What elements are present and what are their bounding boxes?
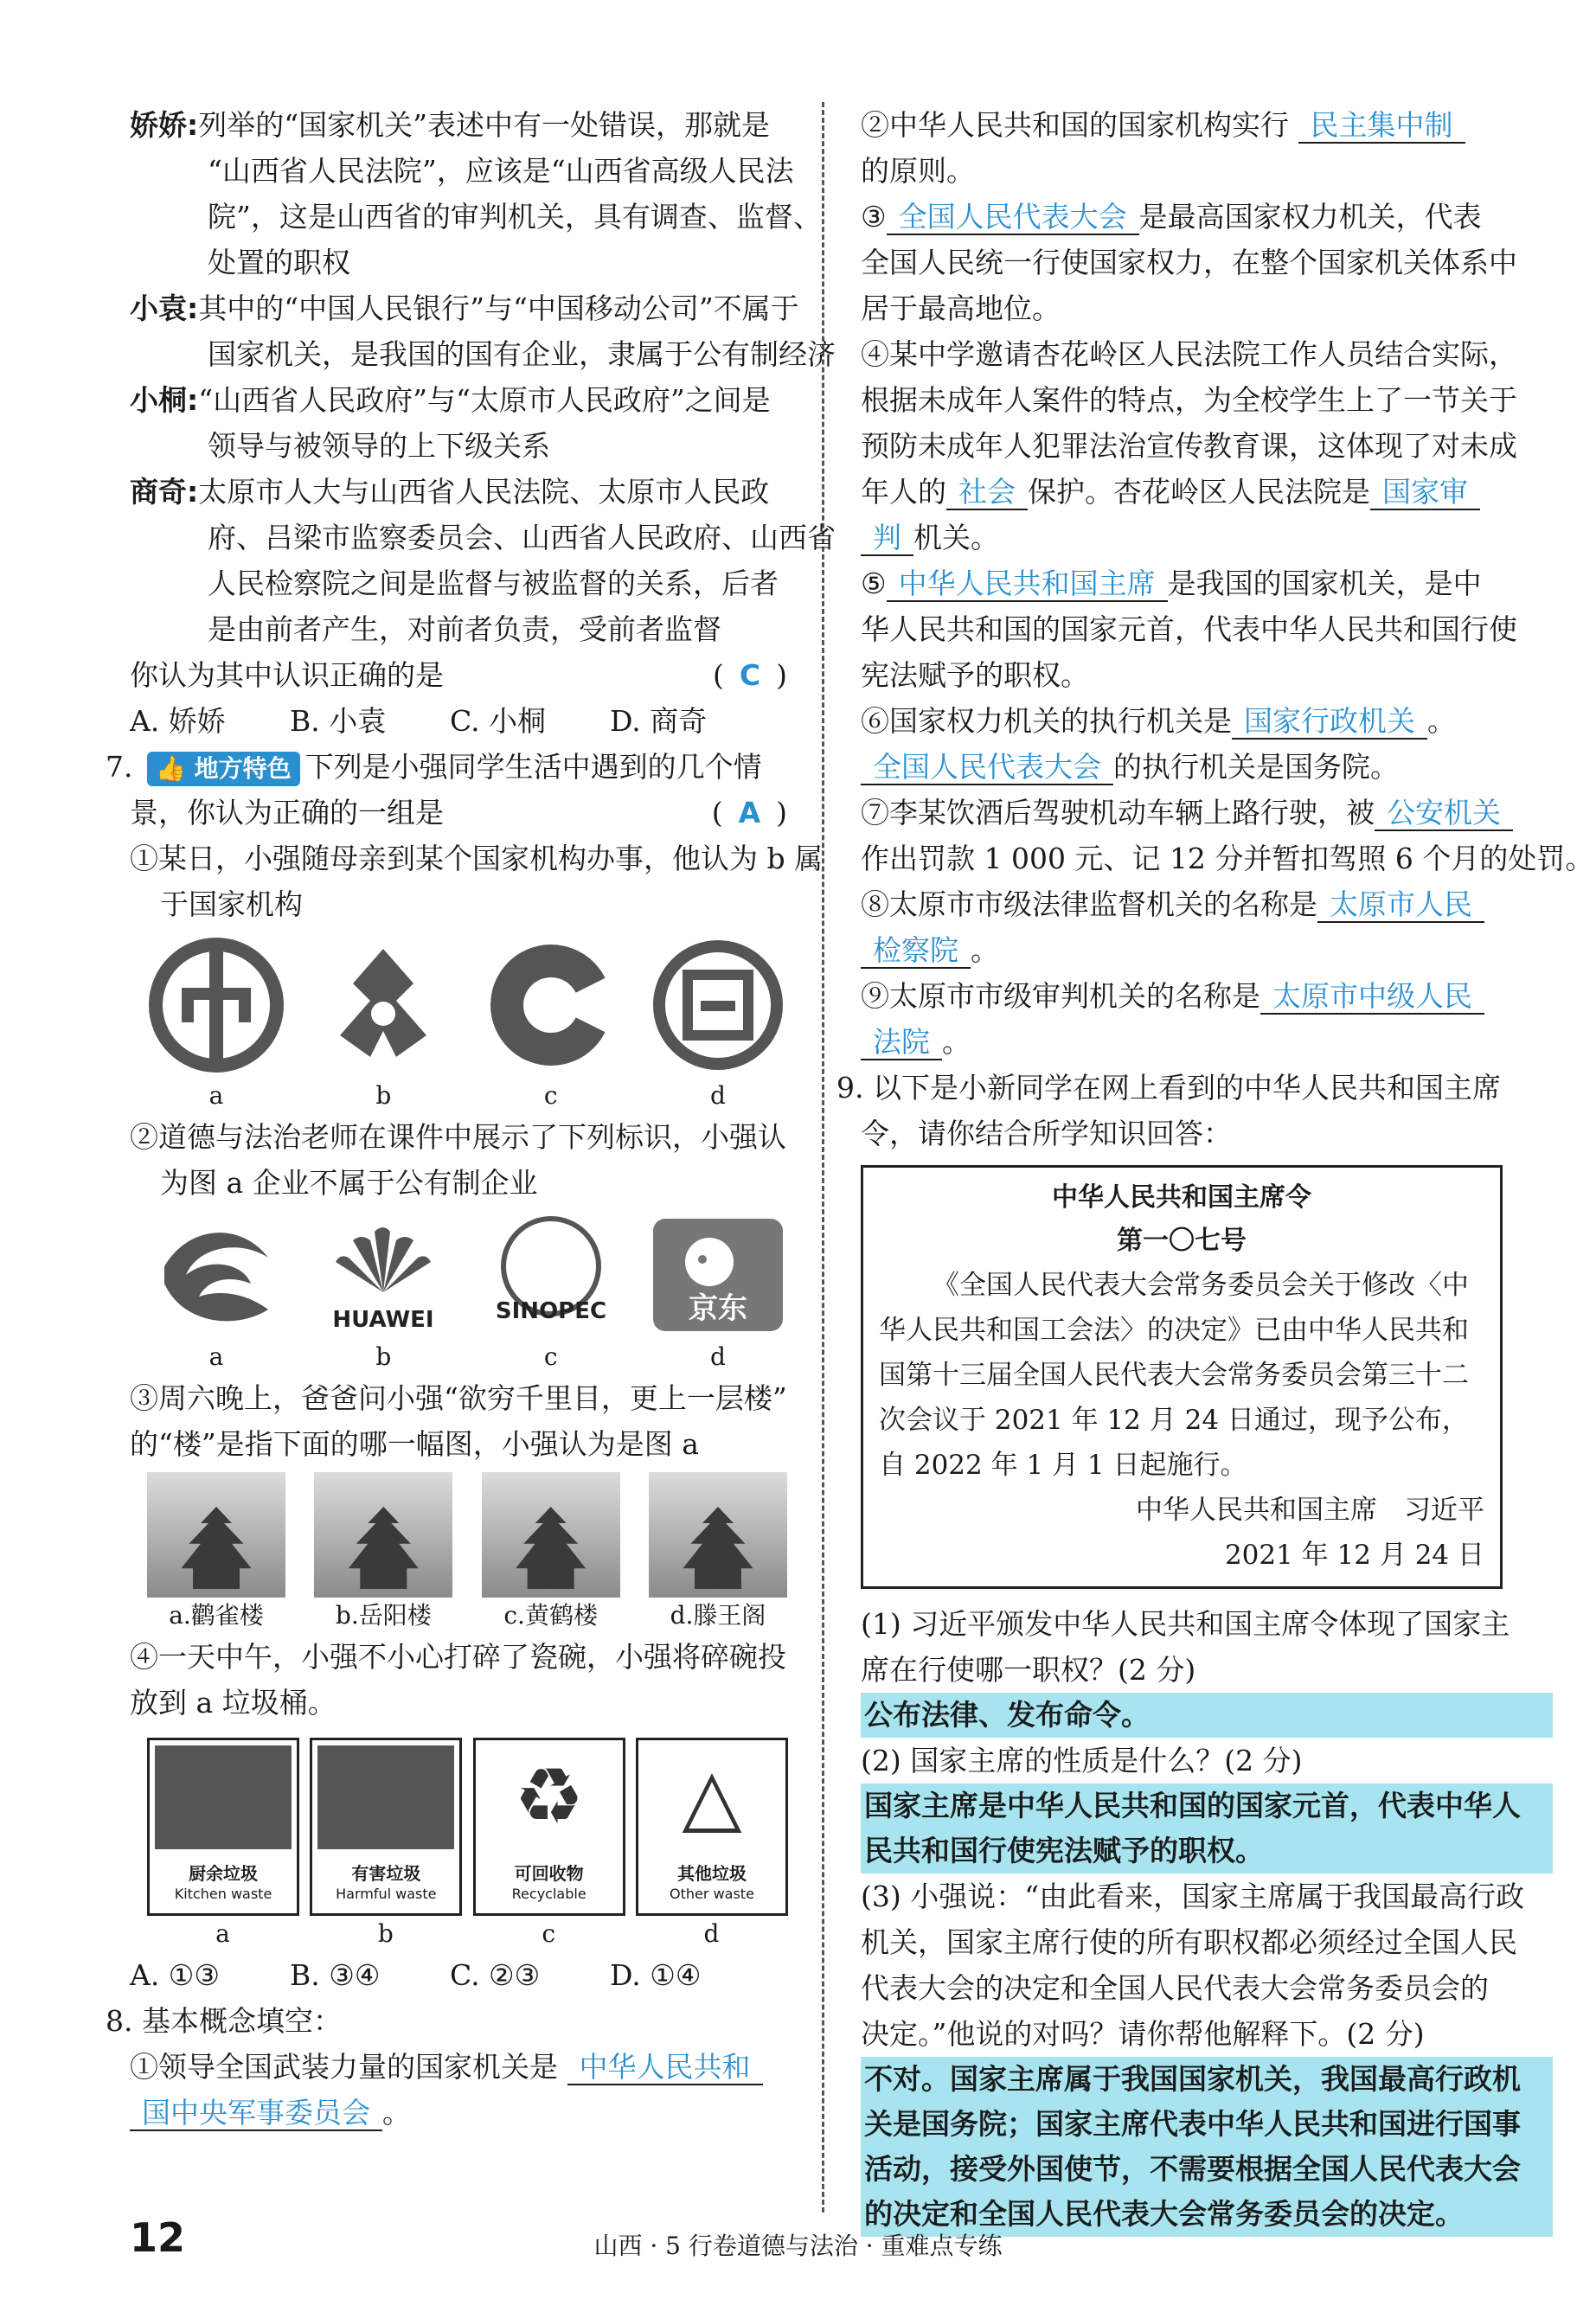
- fill-text: 的原则。: [861, 154, 975, 188]
- tower-photos: [130, 1467, 804, 1634]
- answer-highlight: 关是国务院；国家主席代表中华人民共和国进行国事: [861, 2102, 1553, 2147]
- q7-stem-2: [130, 790, 804, 836]
- fill-text: 根据未成年人案件的特点，为全校学生上了一节关于: [861, 383, 1517, 417]
- fill-answer: 社会: [946, 475, 1028, 510]
- scenario-text: ④一天中午，小强不小心打碎了瓷碗，小强将碎碗投: [130, 1640, 786, 1674]
- company-logo-b: [314, 1214, 452, 1375]
- speaker-text: 院”，这是山西省的审判机关，具有调查、监督、: [208, 200, 822, 234]
- fill-answer: 民主集中制: [1298, 108, 1465, 144]
- fill-answer: 国家行政机关: [1232, 704, 1427, 740]
- q8-item-5: [861, 560, 1527, 606]
- option: A. 娇娇: [130, 704, 226, 738]
- caption: a: [208, 1342, 224, 1371]
- fill-answer: 太原市人民: [1317, 887, 1484, 923]
- question-number: 7.: [106, 750, 133, 784]
- fill-text: ⑦李某饮酒后驾驶机动车辆上路行驶，被: [861, 796, 1375, 829]
- tower-photo-a: [147, 1472, 285, 1634]
- speaker-shangqi: [130, 469, 804, 515]
- speaker-text: 人民检察院之间是监督与被监督的关系，后者: [208, 567, 779, 600]
- period: 。: [1427, 704, 1456, 738]
- question-text: 下列是小强同学生活中遇到的几个情: [304, 750, 762, 784]
- fill-text: ①领导全国武装力量的国家机关是: [130, 2050, 558, 2084]
- speaker-jiaojiao: [130, 102, 804, 148]
- caption: c: [543, 1081, 558, 1110]
- answer-highlight: 公布法律、发布命令。: [861, 1693, 1553, 1738]
- other-waste-icon: △ 其他垃圾 Other waste: [636, 1738, 788, 1916]
- scenario-text: 为图 a 企业不属于公有制企业: [160, 1166, 538, 1200]
- bin-label-cn: 厨余垃圾: [189, 1863, 258, 1884]
- caption: c: [542, 1919, 555, 1948]
- fill-answer: 太原市中级人民: [1260, 979, 1484, 1015]
- q8-item-8: [861, 881, 1527, 927]
- abc-bank-icon: [147, 936, 285, 1074]
- bank-logo-c: [482, 936, 620, 1114]
- order-title: 中华人民共和国主席令: [1052, 1182, 1311, 1213]
- option: B. 小袁: [290, 704, 387, 738]
- answer-highlight: 活动，接受外国使节，不需要根据全国人民代表大会: [861, 2147, 1553, 2192]
- order-body: 《全国人民代表大会常务委员会关于修改〈中华人民共和国工会法〉的决定》已由中华人民共和国第十三届全国人民代表大会常务委员会第三十二次会议于 2021 年 12 月 24 日通过，现予公布，自 2022 年 1 月 1 日起施行。: [879, 1270, 1469, 1481]
- caption: b: [375, 1342, 392, 1371]
- speaker-xiaotong: [130, 377, 804, 423]
- bin-d: [636, 1738, 787, 1952]
- fill-text: ⑧太原市市级法律监督机关的名称是: [861, 887, 1317, 921]
- answer-paren: ( A ): [711, 796, 787, 829]
- footer-text: 山西 · 5 行卷道德与法治 · 重难点专练: [593, 2232, 1003, 2260]
- logo-text: HUAWEI: [332, 1307, 434, 1333]
- china-mobile-icon: [147, 1214, 285, 1335]
- tower-photo-c: [482, 1472, 620, 1634]
- q6-question: [130, 652, 804, 698]
- kitchen-waste-icon: [147, 1738, 299, 1916]
- speaker-text: “山西省人民法院”，应该是“山西省高级人民法: [208, 154, 794, 188]
- fill-answer: 国中央军事委员会: [130, 2096, 382, 2131]
- q7-options: [130, 1952, 804, 1998]
- badge-text: 地方特色: [194, 754, 292, 783]
- company-logos: [130, 1206, 804, 1375]
- tower-image: [482, 1472, 620, 1598]
- jd-icon: [649, 1214, 787, 1335]
- fill-text: ②中华人民共和国的国家机构实行: [861, 108, 1289, 142]
- option: C. ②③: [450, 1958, 541, 1992]
- option: D. 商奇: [610, 704, 708, 738]
- q8-item-3: [861, 194, 1527, 240]
- q8-item-6-cont: [861, 744, 1527, 790]
- local-feature-badge: 👍 地方特色: [147, 752, 300, 786]
- bin-a: [147, 1738, 298, 1952]
- fill-answer: 国家审: [1370, 475, 1480, 510]
- fill-answer: 中华人民共和: [567, 2050, 763, 2085]
- fill-text: 是最高国家权力机关，代表: [1138, 200, 1482, 234]
- q9-stem: 令，请你结合所学知识回答：: [861, 1117, 1232, 1150]
- logo-text: SINOPEC: [495, 1298, 606, 1324]
- caption: c.黄鹤楼: [503, 1601, 598, 1630]
- tower-image: [649, 1472, 787, 1598]
- q8-item-2: [861, 102, 1527, 148]
- q7-stem: [106, 744, 804, 790]
- fill-answer: 法院: [861, 1025, 942, 1060]
- caption: b.岳阳楼: [335, 1601, 432, 1630]
- company-logo-a: [147, 1214, 285, 1375]
- answer-highlight: 民共和国行使宪法赋予的职权。: [861, 1828, 1553, 1873]
- q8-title: 8. 基本概念填空：: [106, 2004, 342, 2038]
- option: A. ①③: [130, 1958, 220, 1992]
- sub-question: (1) 习近平颁发中华人民共和国主席令体现了国家主: [861, 1607, 1510, 1641]
- speaker-text: 列举的“国家机关”表述中有一处错误，那就是: [198, 108, 770, 142]
- speaker-name: 小袁:: [130, 291, 199, 325]
- scenario-text: 于国家机构: [160, 887, 303, 921]
- order-signature: 中华人民共和国主席 习近平: [1136, 1495, 1484, 1526]
- speaker-name: 小桐:: [130, 383, 199, 417]
- speaker-text: 其中的“中国人民银行”与“中国移动公司”不属于: [198, 291, 799, 325]
- harmful-waste-icon: [310, 1738, 462, 1916]
- sub-question: 代表大会的决定和全国人民代表大会常务委员会的: [861, 1971, 1489, 2005]
- speaker-name: 娇娇:: [130, 108, 199, 142]
- caption: d: [703, 1919, 720, 1948]
- tower-image: [314, 1472, 452, 1598]
- company-logo-c: [482, 1214, 620, 1375]
- order-date: 2021 年 12 月 24 日: [1224, 1540, 1484, 1571]
- question-text: 景，你认为正确的一组是: [130, 796, 444, 829]
- tower-photo-d: [649, 1472, 787, 1634]
- period: 。: [971, 933, 999, 967]
- q8-item-9: [861, 973, 1527, 1019]
- q8-item-7: [861, 790, 1527, 836]
- option: D. ①④: [610, 1958, 702, 1992]
- speaker-text: 太原市人大与山西省人民法院、太原市人民政: [198, 475, 770, 509]
- period: 。: [382, 2096, 411, 2129]
- caption: b: [377, 1919, 394, 1948]
- option: B. ③④: [290, 1958, 381, 1992]
- caption: c: [543, 1342, 558, 1371]
- speaker-text: 是由前者产生，对前者负责，受前者监督: [208, 612, 721, 646]
- fill-answer: 中华人民共和国主席: [887, 567, 1168, 602]
- answer-paren: ( C ): [713, 658, 787, 692]
- bin-b: [310, 1738, 461, 1952]
- question-text: 你认为其中认识正确的是: [130, 658, 444, 692]
- caption: a: [215, 1919, 230, 1948]
- caption: a: [208, 1081, 224, 1110]
- fill-text: ④某中学邀请杏花岭区人民法院工作人员结合实际，: [861, 337, 1517, 371]
- sinopec-icon: [482, 1214, 620, 1335]
- answer-highlight: 的决定和全国人民代表大会常务委员会的决定。: [861, 2192, 1553, 2237]
- fill-text: 华人民共和国的国家元首，代表中华人民共和国行使: [861, 612, 1517, 646]
- speaker-text: 领导与被领导的上下级关系: [208, 429, 550, 463]
- answer-highlight: 不对。国家主席属于我国国家机关，我国最高行政机: [861, 2057, 1553, 2102]
- bin-label-cn: 其他垃圾: [676, 1863, 747, 1884]
- caption: d.滕王阁: [670, 1601, 766, 1630]
- fill-text: 保护。杏花岭区人民法院是: [1028, 475, 1370, 509]
- speaker-text: 处置的职权: [208, 246, 350, 279]
- fill-text: ⑨太原市市级审判机关的名称是: [861, 979, 1260, 1013]
- tower-photo-b: [314, 1472, 452, 1634]
- q8-item-4-cont: [861, 515, 1527, 560]
- bin-label-cn: 可回收物: [514, 1863, 584, 1884]
- scenario-text: ②道德与法治老师在课件中展示了下列标识，小强认: [130, 1120, 786, 1154]
- sub-question: 机关，国家主席行使的所有职权都必须经过全国人民: [861, 1925, 1517, 1959]
- presidential-order-box: [861, 1165, 1503, 1589]
- fill-answer: 公安机关: [1375, 796, 1513, 831]
- bank-logo-b: [314, 936, 452, 1114]
- fill-answer: 检察院: [861, 933, 971, 969]
- fill-text: 机关。: [913, 521, 999, 554]
- fill-text: 作出罚款 1 000 元、记 12 分并暂扣驾照 6 个月的处罚。: [861, 842, 1594, 875]
- left-column: [106, 102, 836, 2136]
- caption: a.鹳雀楼: [169, 1601, 264, 1630]
- fill-answer: 全国人民代表大会: [861, 750, 1113, 785]
- scenario-text: 放到 a 垃圾桶。: [130, 1686, 337, 1720]
- speaker-text: “山西省人民政府”与“太原市人民政府”之间是: [198, 383, 771, 417]
- fill-answer: 判: [861, 521, 913, 556]
- scenario-text: ①某日，小强随母亲到某个国家机构办事，他认为 b 属: [130, 842, 824, 875]
- sub-question: 决定。”他说的对吗？请你帮他解释下。(2 分): [861, 2017, 1425, 2051]
- q8-item-4: [861, 469, 1527, 515]
- pboc-icon: [314, 936, 452, 1074]
- speaker-name: 商奇:: [130, 475, 199, 509]
- fill-text: 全国人民统一行使国家权力，在整个国家机关体系中: [861, 246, 1517, 279]
- fill-text: ⑥国家权力机关的执行机关是: [861, 704, 1232, 738]
- speaker-text: 府、吕梁市监察委员会、山西省人民政府、山西省: [208, 521, 836, 554]
- company-logo-d: [649, 1214, 787, 1375]
- answer-letter: C: [739, 658, 761, 692]
- bank-logo-d: [649, 936, 787, 1114]
- fill-text: 宪法赋予的职权。: [861, 658, 1089, 692]
- item-number: ⑤: [861, 567, 887, 600]
- scenario-text: ③周六晚上，爸爸问小强“欲穷千里目，更上一层楼”: [130, 1381, 787, 1415]
- page-number: 12: [130, 2214, 186, 2261]
- q9-stem: 9. 以下是小新同学在网上看到的中华人民共和国主席: [836, 1071, 1501, 1105]
- q8-item-1-cont: [130, 2090, 804, 2136]
- bin-label-en: Other waste: [670, 1886, 754, 1902]
- right-column: [836, 102, 1594, 2237]
- speaker-xiaoyuan: [130, 285, 804, 331]
- q8-item-1: [130, 2044, 804, 2090]
- huawei-icon: [314, 1214, 452, 1335]
- logo-text: 京东: [688, 1291, 747, 1326]
- icbc-icon: [649, 936, 787, 1074]
- fill-text: 年人的: [861, 475, 946, 509]
- bin-c: [473, 1738, 625, 1952]
- recyclable-icon: ♻ 可回收物 Recyclable: [473, 1738, 625, 1916]
- sub-question: (2) 国家主席的性质是什么？(2 分): [861, 1744, 1303, 1777]
- bank-logo-a: [147, 936, 285, 1114]
- period: 。: [942, 1025, 971, 1059]
- bin-label-en: Recyclable: [511, 1886, 586, 1902]
- speaker-text: 国家机关，是我国的国有企业，隶属于公有制经济: [208, 337, 836, 371]
- q8-item-9-cont: [861, 1019, 1527, 1065]
- bin-label-en: Harmful waste: [336, 1886, 437, 1902]
- caption: d: [710, 1342, 726, 1371]
- caption: d: [710, 1081, 726, 1110]
- q6-options: [130, 698, 804, 744]
- q8-item-8-cont: [861, 927, 1527, 973]
- bin-label-en: Kitchen waste: [174, 1886, 272, 1902]
- scenario-text: 的“楼”是指下面的哪一幅图，小强认为是图 a: [130, 1427, 699, 1461]
- answer-letter: A: [738, 796, 761, 829]
- ccb-icon: [482, 936, 620, 1074]
- sub-question: 席在行使哪一职权？(2 分): [861, 1653, 1196, 1687]
- fill-text: 的执行机关是国务院。: [1113, 750, 1399, 784]
- caption: b: [375, 1081, 392, 1110]
- waste-bins: [130, 1726, 804, 1952]
- fill-answer: 全国人民代表大会: [887, 200, 1139, 235]
- fill-text: 是我国的国家机关，是中: [1167, 567, 1482, 600]
- sub-question: (3) 小强说：“由此看来，国家主席属于我国最高行政: [861, 1880, 1525, 1913]
- bank-logos: [130, 927, 804, 1114]
- order-number: 第一〇七号: [1117, 1226, 1247, 1256]
- column-divider: [822, 102, 824, 2213]
- q8-item-6: [861, 698, 1527, 744]
- fill-text: 预防未成年人犯罪法治宣传教育课，这体现了对未成: [861, 429, 1517, 463]
- item-number: ③: [861, 200, 887, 234]
- answer-highlight: 国家主席是中华人民共和国的国家元首，代表中华人: [861, 1784, 1553, 1828]
- option: C. 小桐: [450, 704, 547, 738]
- tower-image: [147, 1472, 285, 1598]
- fill-text: 居于最高地位。: [861, 291, 1061, 325]
- bin-label-cn: 有害垃圾: [351, 1863, 421, 1884]
